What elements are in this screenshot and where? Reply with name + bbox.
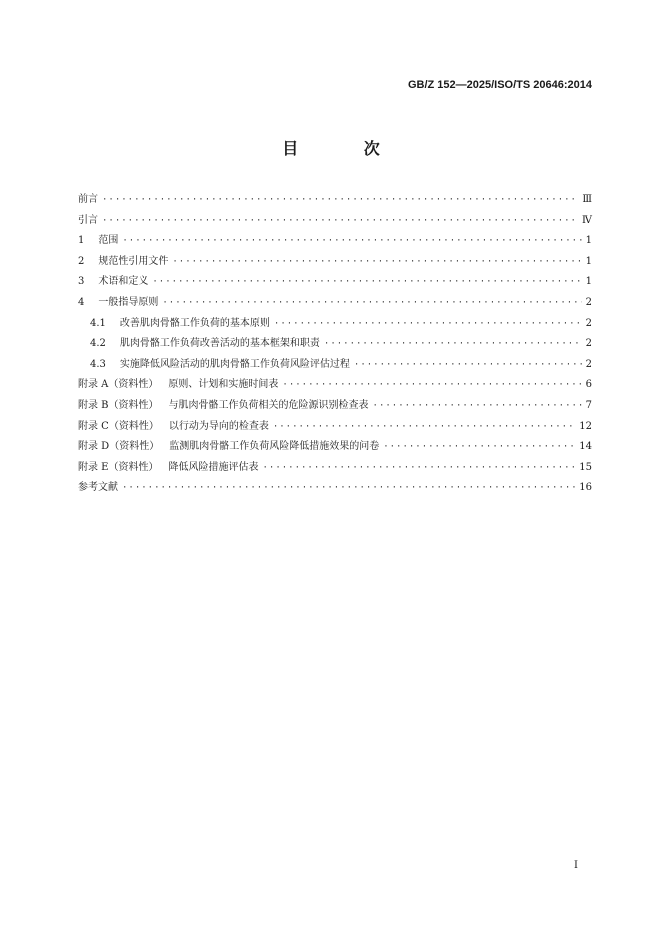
toc-leader-dots [102,190,578,211]
toc-entry[interactable] [78,334,592,355]
toc-entry-page: 6 [585,379,592,391]
toc-entry-page: 12 [579,420,592,432]
toc-entry-label: 参考文献 [78,482,118,494]
toc-entry-label: 改善肌肉骨骼工作负荷的基本原则 [119,317,270,329]
toc-leader-dots [122,478,575,499]
toc-entry-page: 7 [585,399,592,411]
toc-entry-page: 2 [585,317,592,329]
toc-entry[interactable] [78,478,592,499]
toc-entry[interactable] [78,293,592,314]
toc-leader-dots [152,272,581,293]
toc-entry[interactable] [78,252,592,273]
toc-entry[interactable] [78,231,592,252]
toc-entry-label: 前言 [78,194,98,205]
toc-leader-dots [172,252,581,273]
toc-entry[interactable] [78,272,592,293]
toc-entry-number: 附录 B（资料性） [78,399,159,411]
table-of-contents [78,190,592,499]
toc-leader-dots [273,417,575,438]
toc-entry-page: 2 [585,296,592,308]
toc-leader-dots [324,334,582,355]
toc-entry-label: 原则、计划和实施时间表 [168,379,279,391]
footer-page-number: I [574,860,578,871]
toc-leader-dots [282,375,581,396]
toc-entry[interactable] [78,355,592,376]
toc-entry-page: Ⅲ [582,194,592,205]
toc-title: 目 次 [282,139,410,158]
toc-entry-page: 15 [579,461,592,473]
toc-entry-number: 3 [78,276,85,288]
toc-leader-dots [274,314,582,335]
toc-entry-label: 降低风险措施评估表 [168,461,259,473]
toc-entry-page: 1 [585,235,592,247]
toc-entry-number: 附录 C（资料性） [78,420,159,432]
toc-entry-page: 14 [579,441,592,453]
toc-entry-label: 引言 [78,214,98,226]
toc-entry-number: 4.1 [90,317,106,329]
toc-entry-number: 附录 A（资料性） [78,379,159,391]
toc-leader-dots [102,211,578,232]
toc-entry-label: 以行动为导向的检查表 [168,420,269,432]
toc-entry-page: Ⅳ [582,214,592,226]
toc-entry-page: 16 [579,482,592,494]
toc-leader-dots [383,437,575,458]
toc-leader-dots [262,458,575,479]
toc-leader-dots [162,293,581,314]
toc-entry[interactable] [78,375,592,396]
toc-entry-number: 附录 D（资料性） [78,441,160,453]
toc-entry[interactable] [78,190,592,211]
toc-entry-label: 与肌肉骨骼工作负荷相关的危险源识别检查表 [168,399,369,411]
toc-entry-number: 4.2 [90,338,106,350]
toc-entry[interactable] [78,314,592,335]
toc-entry-number: 2 [78,255,85,267]
toc-entry-page: 2 [585,338,592,350]
toc-entry-number: 4.3 [90,358,106,370]
toc-entry[interactable] [78,417,592,438]
toc-entry-number: 附录 E（资料性） [78,461,159,473]
toc-entry-label: 范围 [98,235,119,247]
toc-entry-label: 肌肉骨骼工作负荷改善活动的基本框架和职责 [119,338,320,350]
toc-entry-page: 2 [585,358,592,370]
toc-entry-label: 实施降低风险活动的肌肉骨骼工作负荷风险评估过程 [119,358,350,370]
toc-entry-page: 1 [585,276,592,288]
toc-entry[interactable] [78,211,592,232]
toc-entry-number: 1 [78,235,85,247]
toc-leader-dots [373,396,582,417]
toc-entry[interactable] [78,396,592,417]
toc-entry-label: 监测肌肉骨骼工作负荷风险降低措施效果的问卷 [169,441,380,453]
toc-entry-label: 术语和定义 [98,276,149,288]
toc-leader-dots [122,231,581,252]
document-code: GB/Z 152—2025/ISO/TS 20646:2014 [407,79,592,91]
toc-entry-label: 规范性引用文件 [98,255,169,267]
toc-entry-page: 1 [585,255,592,267]
toc-entry[interactable] [78,437,592,458]
toc-entry[interactable] [78,458,592,479]
toc-leader-dots [354,355,582,376]
toc-entry-number: 4 [78,296,85,308]
toc-entry-label: 一般指导原则 [98,296,159,308]
